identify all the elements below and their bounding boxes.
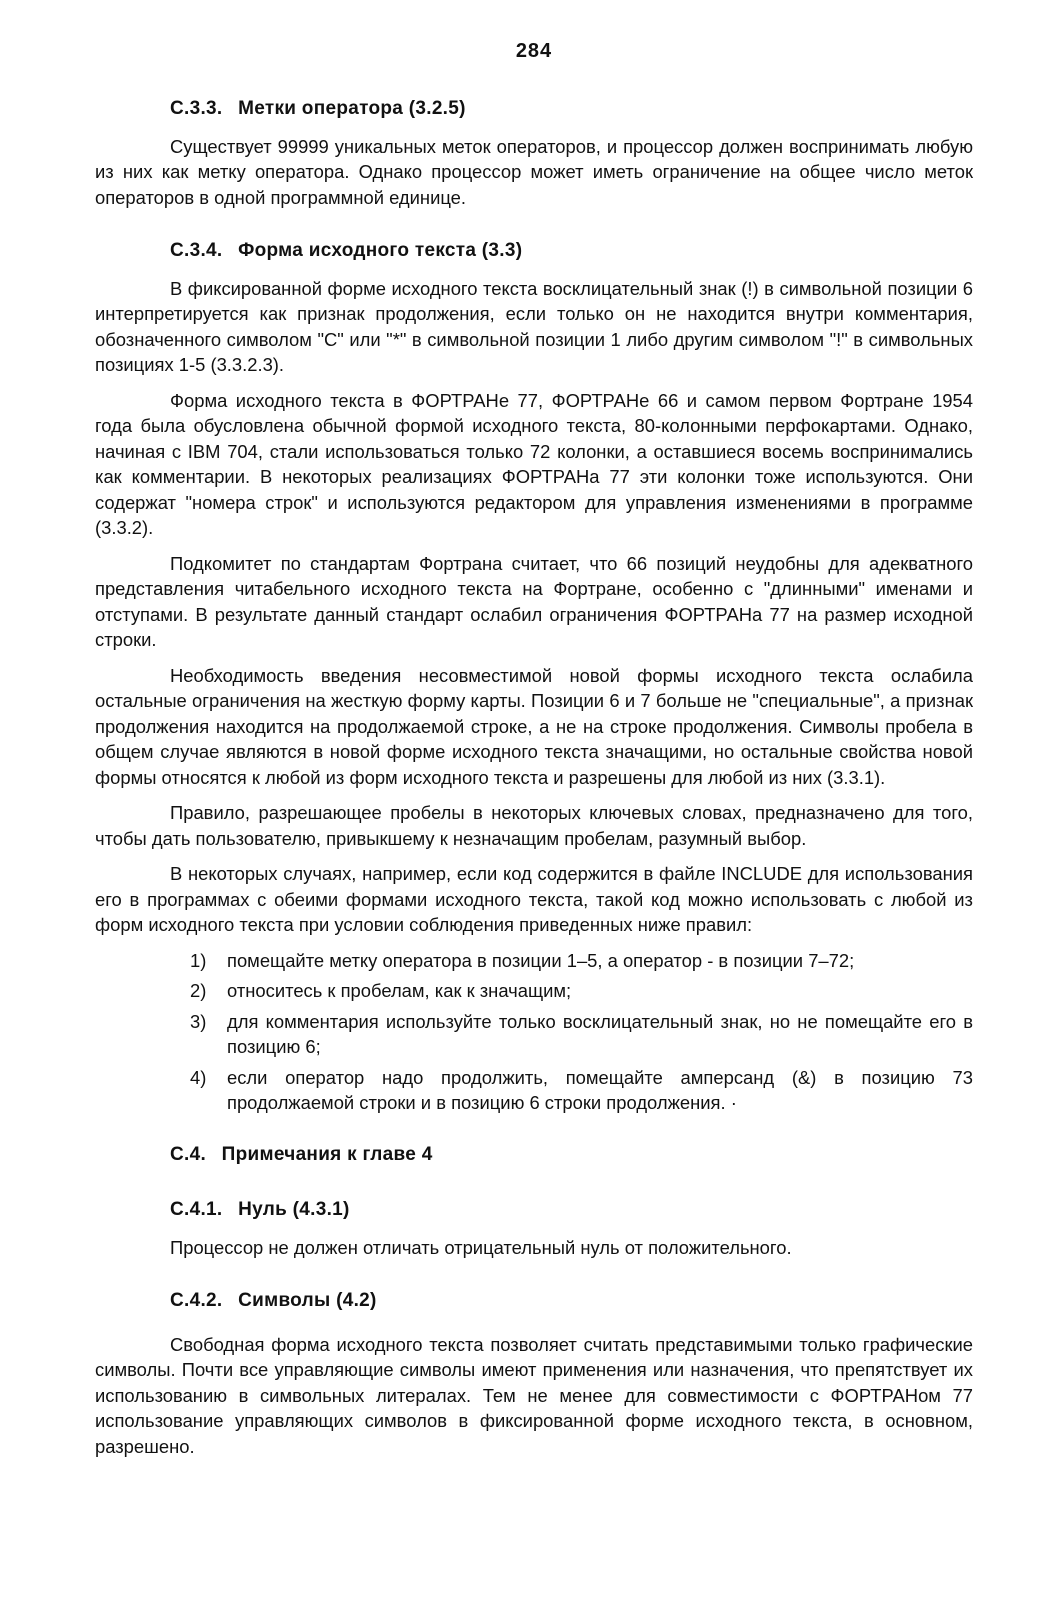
section-title: Нуль (4.3.1) [238, 1199, 350, 1220]
section-title: Примечания к главе 4 [221, 1143, 433, 1165]
section-number: C.4.2. [170, 1290, 223, 1311]
paragraph: В фиксированной форме исходного текста восклицательный знак (!) в символьной позиции 6 интерпретируется как признак продолжения, если только он не находится внутри комментария, обозначенного символом "С" или "*" в символьной позиции 1 либо другим символом "!" в символьных позициях 1-5 (3.3.2.3). [95, 277, 973, 375]
list-item [190, 1009, 973, 1060]
section-heading-c42 [95, 1288, 973, 1314]
list-marker: 4) [190, 1066, 207, 1088]
paragraph: Существует 99999 уникальных меток операторов, и процессор должен воспринимать любую из них как метку оператора. Однако процессор может иметь ограничение на общее число меток операторов в одной программной единице. [95, 135, 973, 208]
list-item-text: для комментария используйте только восклицательный знак, но не помещайте его в позицию 6; [227, 1010, 973, 1057]
list-item [190, 948, 973, 974]
list-marker: 3) [190, 1010, 207, 1032]
list-item-text: помещайте метку оператора в позиции 1–5, а оператор - в позиции 7–72; [227, 949, 855, 971]
section-number: C.4.1. [170, 1199, 223, 1220]
section-title: Форма исходного текста (3.3) [238, 240, 523, 261]
section-number: C.3.3. [170, 98, 223, 119]
section-heading-c33 [95, 96, 973, 122]
list-item [190, 1065, 973, 1116]
rules-list [190, 948, 973, 1116]
section-heading-c41 [95, 1197, 973, 1223]
section-number: C.4. [170, 1143, 207, 1165]
list-marker: 2) [190, 980, 207, 1001]
paragraph: Необходимость введения несовместимой новой формы исходного текста ослабила остальные ограничения на жесткую форму карты. Позиции 6 и 7 больше не "специальные", а признак продолжения находится на продолжаемой строке, а не на строке продолжения. Символы пробела в общем случае являются в новой форме исходного текста значащими, но остальные свойства новой формы относятся к любой из форм исходного текста и разрешены для любой из них (3.3.1). [95, 664, 973, 788]
list-item-text: относитесь к пробелам, как к значащим; [227, 980, 572, 1001]
section-heading-c4 [95, 1142, 973, 1168]
paragraph: Правило, разрешающее пробелы в некоторых ключевых словах, предназначено для того, чтобы дать пользователю, привыкшему к незначащим пробелам, разумный выбор. [95, 802, 973, 849]
list-item [190, 978, 973, 1004]
section-heading-c34 [95, 238, 973, 264]
paragraph: В некоторых случаях, например, если код содержится в файле INCLUDE для использования его в программах с обеими формами исходного текста, такой код можно использовать с любой из форм исходного текста при условии соблюдения приведенных ниже правил: [95, 863, 973, 935]
paragraph: Подкомитет по стандартам Фортрана считает, что 66 позиций неудобны для адекватного представления читабельного исходного текста на Фортране, особенно с "длинными" именами и отступами. В результате данный стандарт ослабил ограничения ФОРТРАНа 77 на размер исходной строки. [95, 552, 973, 650]
paragraph: Форма исходного текста в ФОРТРАНе 77, ФОРТРАНе 66 и самом первом Фортране 1954 года была обусловлена обычной формой исходного текста, 80-колонными перфокартами. Однако, начиная с IBM 704, стали использоваться только 72 колонки, а оставшиеся восемь воспринимались как комментарии. В некоторых реализациях ФОРТРАНа 77 эти колонки тоже используются. Они содержат "номера строк" и используются редактором для управления изменениями в программе (3.3.2). [95, 389, 973, 538]
list-marker: 1) [190, 949, 207, 971]
paragraph: Процессор не должен отличать отрицательный нуль от положительного. [170, 1236, 792, 1258]
section-title: Метки оператора (3.2.5) [238, 98, 466, 119]
page-number: 284 [515, 40, 553, 62]
list-item-text: если оператор надо продолжить, помещайте амперсанд (&) в позицию 73 продолжаемой строки и в позицию 6 строки продолжения. · [227, 1066, 973, 1113]
section-number: C.3.4. [170, 240, 223, 261]
section-title: Символы (4.2) [238, 1290, 377, 1311]
paragraph: Свободная форма исходного текста позволяет считать представимыми только графические символы. Почти все управляющие символы имеют применения или назначения, что препятствует их использованию в символьных литералах. Тем не менее для совместимости с ФОРТРАНом 77 использование управляющих символов в фиксированной форме исходного текста, в основном, разрешено. [95, 1333, 973, 1457]
page-content [95, 96, 973, 1469]
